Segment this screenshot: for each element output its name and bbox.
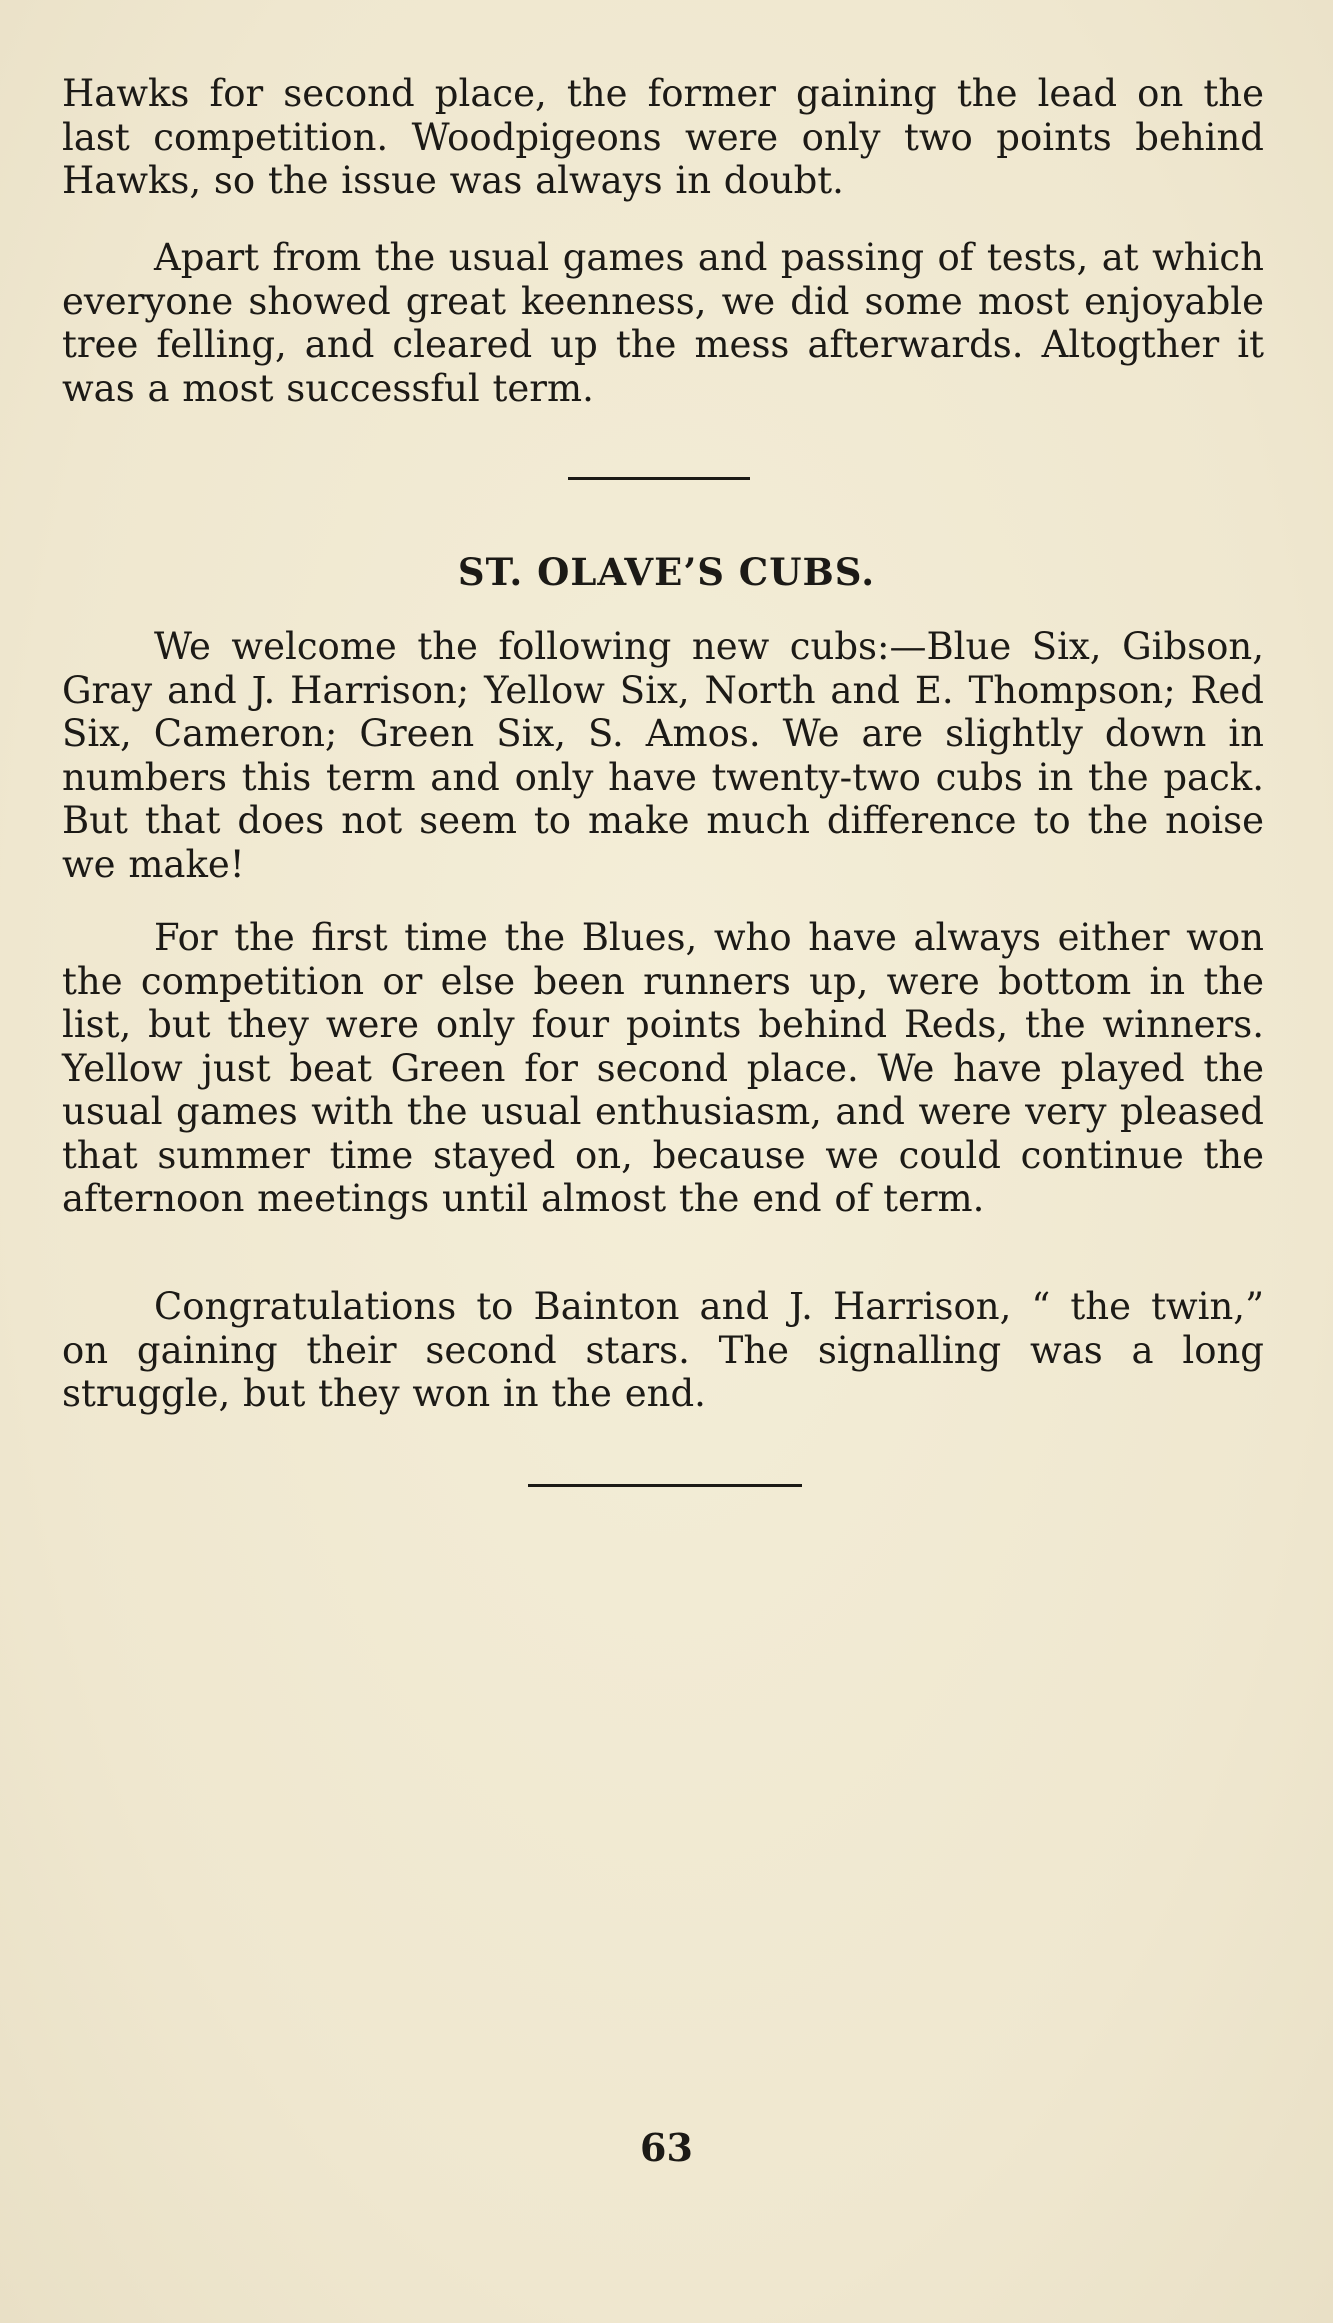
paragraph-new-cubs: We welcome the following new cubs:—Blue Six, Gibson, Gray and J. Harrison; Yellow Six, North and E. Thompson; Red Six, Cameron; Green Six, S. Amos. We are slightly down in numbers this term and only have twenty-two cubs in the pack. But that does not seem to make much difference to the noise we make! bbox=[62, 625, 1264, 886]
paragraph-competition: For the first time the Blues, who have always either won the competition or else been runners up, were bottom in the list, but they were only four points behind Reds, the winners. Yellow just beat Green for second place. We have played the usual games with the usual enthusiasm, and were very pleased that summer time stayed on, because we could continue the afternoon meetings until almost the end of term. bbox=[62, 916, 1264, 1220]
section-heading: ST. OLAVE’S CUBS. bbox=[457, 550, 876, 594]
end-divider bbox=[528, 1484, 802, 1487]
paragraph-activities: Apart from the usual games and passing of tests, at which everyone showed great keenness, we did some most enjoyable tree felling, and cleared up the mess afterwards. Altogther it was a most successful term. bbox=[62, 236, 1264, 410]
paragraph-hawks-result: Hawks for second place, the former gaining the lead on the last competition. Woodpigeons were only two points behind Hawks, so the issue was always in doubt. bbox=[62, 72, 1264, 202]
section-divider bbox=[568, 477, 750, 480]
paragraph-congratulations: Congratulations to Bainton and J. Harrison, “ the twin,” on gaining their second stars. The signalling was a long struggle, but they won in the end. bbox=[62, 1285, 1264, 1415]
page-number: 63 bbox=[640, 2125, 693, 2170]
